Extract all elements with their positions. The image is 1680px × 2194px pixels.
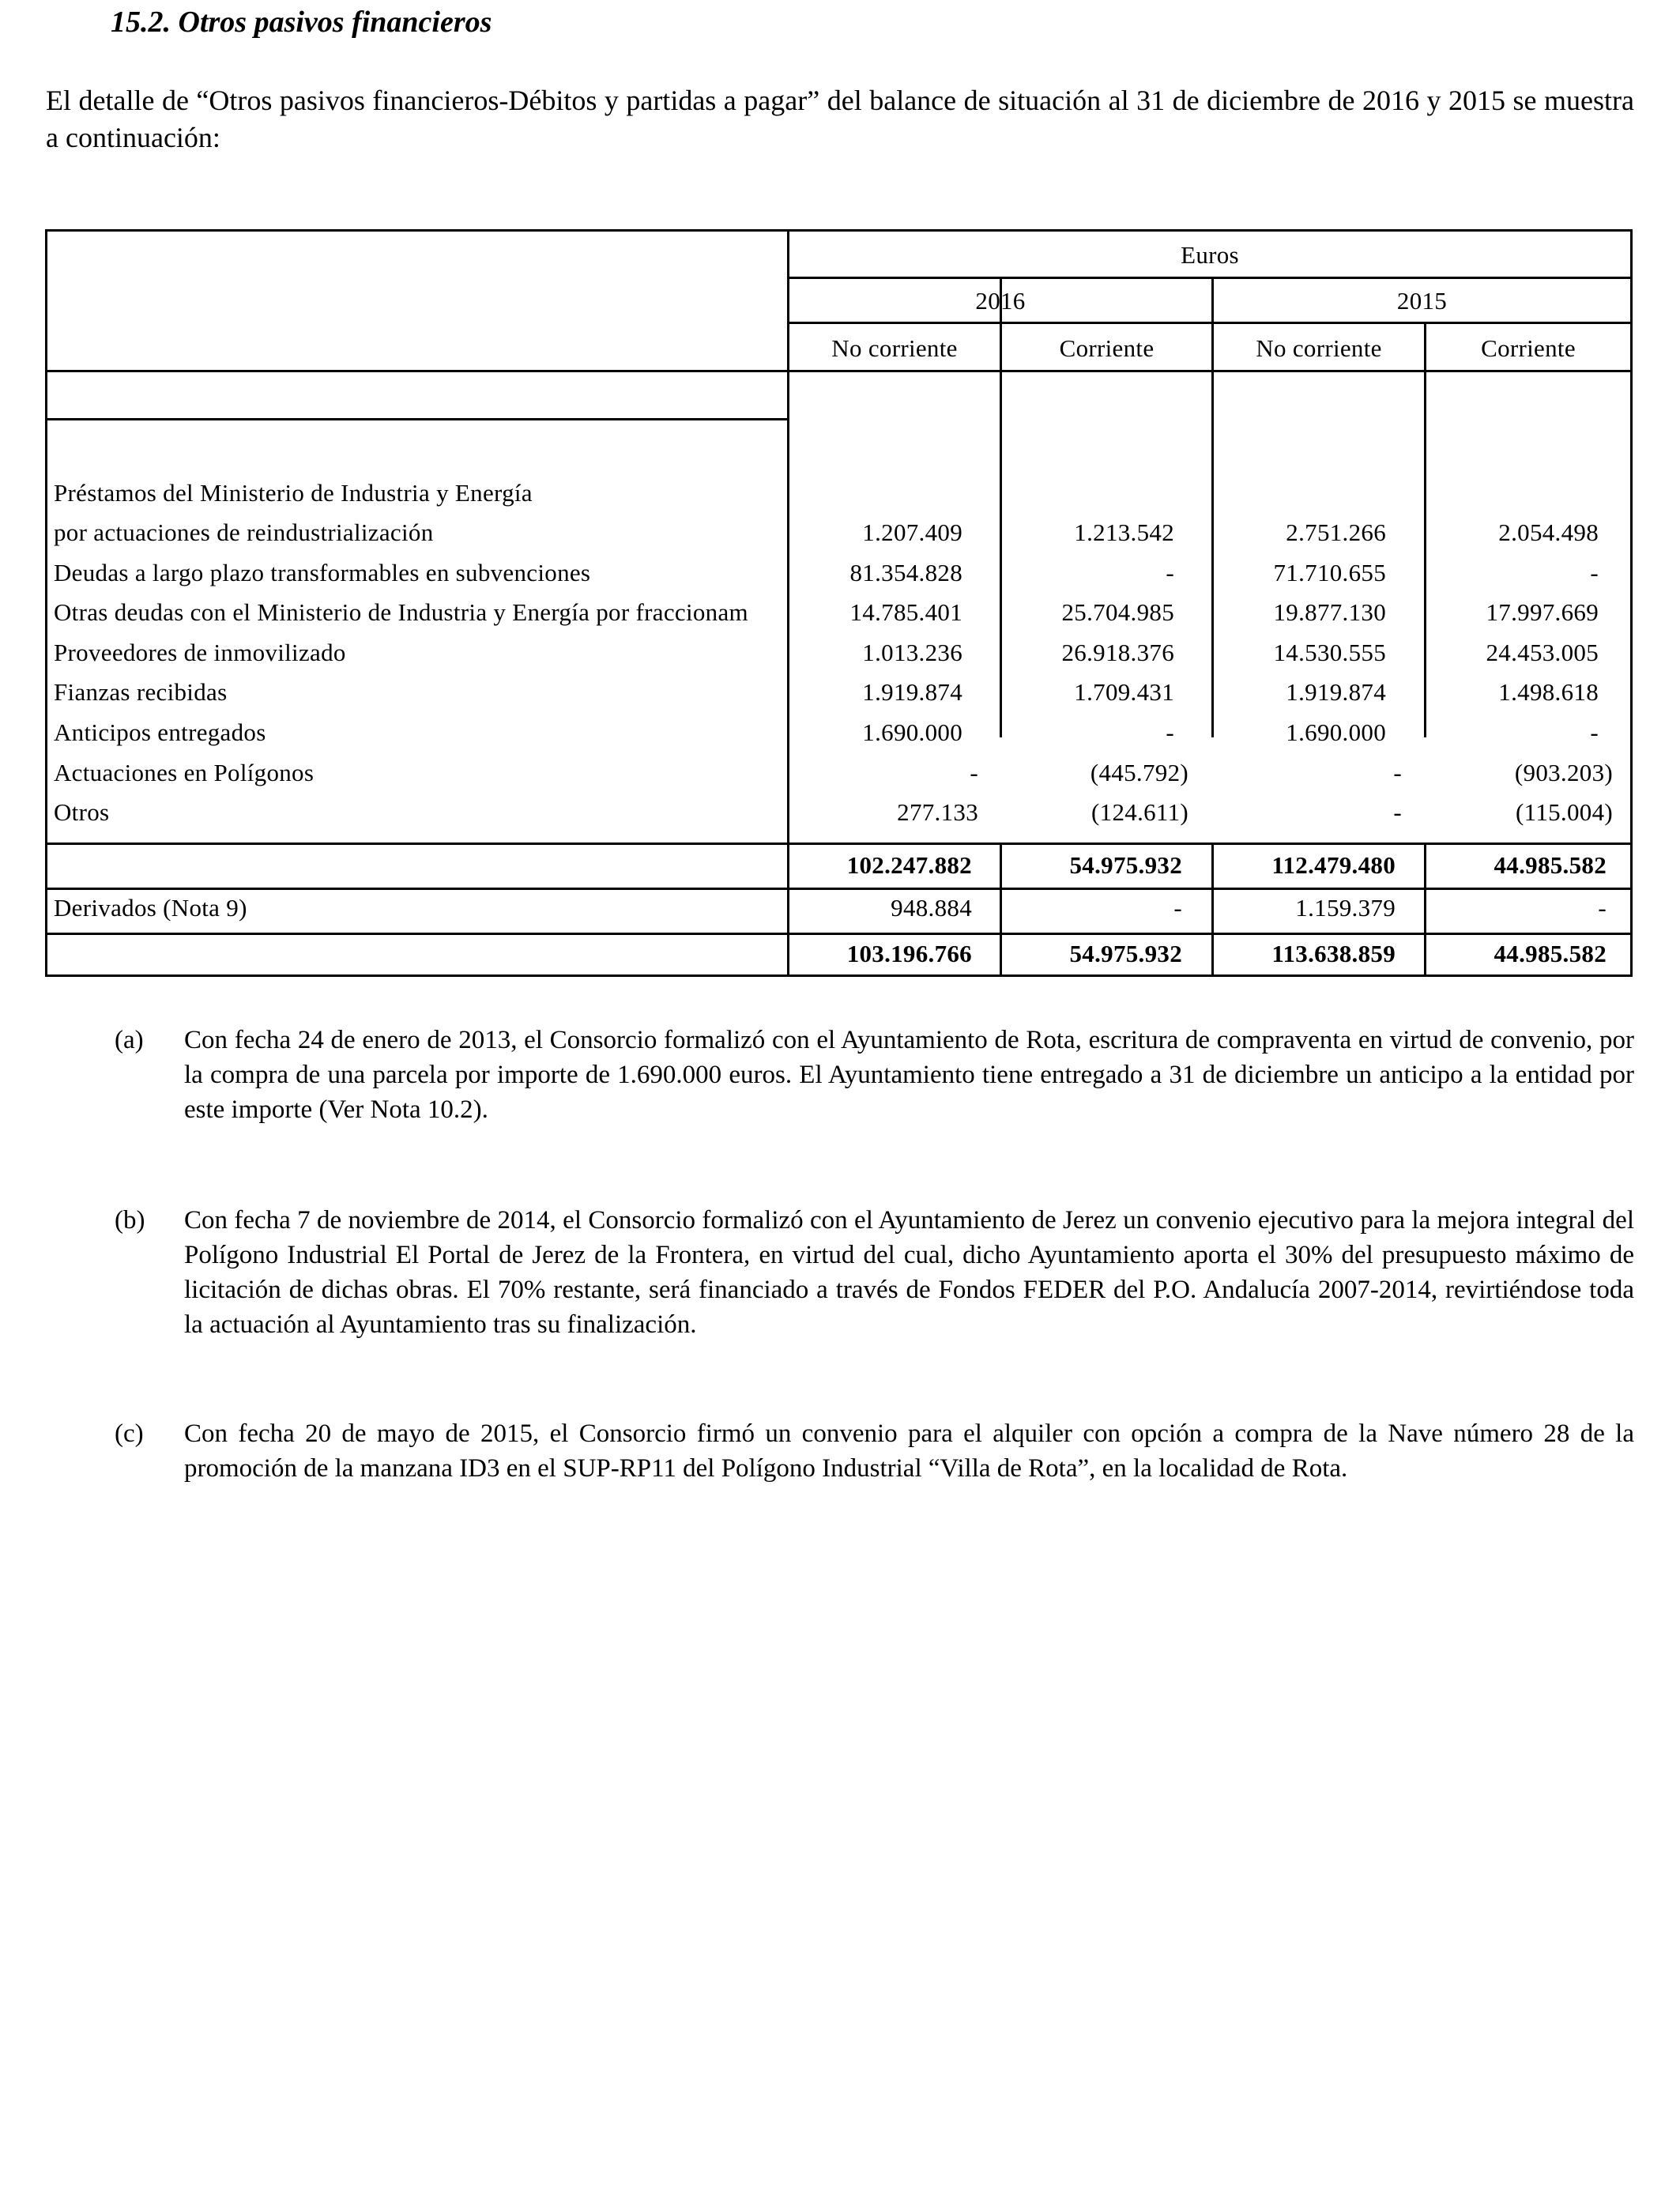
table-cell: 1.207.409	[862, 518, 962, 546]
table-cell: 19.877.130	[1273, 598, 1386, 626]
financial-liabilities-table	[45, 229, 1633, 977]
table-cell: 1.690.000	[1286, 718, 1386, 746]
table-cell: 14.530.555	[1273, 639, 1386, 666]
table-cell: 2.054.498	[1498, 518, 1599, 546]
year-header-2015: 2015	[1396, 287, 1448, 315]
table-cell: 1.709.431	[1074, 678, 1174, 706]
subtotal-cell: 44.985.582	[1494, 851, 1607, 879]
table-cell: 25.704.985	[1061, 598, 1174, 626]
table-cell: 277.133	[897, 798, 978, 826]
note-key: (c)	[115, 1419, 144, 1448]
total-cell: 103.196.766	[846, 940, 972, 967]
table-cell: -	[1173, 894, 1182, 922]
table-cell: -	[1393, 759, 1402, 786]
note-text: Con fecha 7 de noviembre de 2014, el Consorcio formalizó con el Ayuntamiento de Jerez un convenio ejecutivo para la mejora integral del Polígono Industrial El Portal de Jerez de la Frontera, en virtud del cual, dicho Ayuntamiento aporta el 30% del presupuesto máximo de licitación de dichas obras. El 70% restante, será financiado a través de Fondos FEDER del P.O. Andalucía 2007-2014, revirtiéndose toda la actuación al Ayuntamiento tras su finalización.	[184, 1206, 1634, 1339]
table-cell: 1.498.618	[1498, 678, 1599, 706]
table-cell: 948.884	[891, 894, 972, 922]
table-cell: 1.690.000	[862, 718, 962, 746]
subtotal-cell: 54.975.932	[1069, 851, 1182, 879]
row-label: Deudas a largo plazo transformables en subvenciones	[54, 559, 591, 586]
currency-header: Euros	[1181, 241, 1239, 269]
total-cell: 44.985.582	[1494, 940, 1607, 967]
group-label: Préstamos del Ministerio de Industria y Energía	[54, 479, 533, 507]
table-cell: 71.710.655	[1273, 559, 1386, 586]
note-key: (b)	[115, 1206, 145, 1235]
row-label: Actuaciones en Polígonos	[54, 759, 315, 786]
table-cell: 1.013.236	[862, 639, 962, 666]
row-label: Otras deudas con el Ministerio de Industria y Energía por fraccionam	[54, 598, 748, 626]
column-header: Corriente	[1059, 334, 1155, 362]
total-cell: 54.975.932	[1069, 940, 1182, 967]
table-cell: 1.919.874	[862, 678, 962, 706]
table-cell: 81.354.828	[849, 559, 962, 586]
table-cell: 14.785.401	[849, 598, 962, 626]
table-cell: 24.453.005	[1486, 639, 1599, 666]
table-cell: 1.159.379	[1295, 894, 1396, 922]
row-label-derivados: Derivados (Nota 9)	[54, 894, 247, 922]
row-label: por actuaciones de reindustrialización	[54, 518, 434, 546]
total-cell: 113.638.859	[1271, 940, 1396, 967]
table-cell: -	[1166, 559, 1174, 586]
subtotal-cell: 102.247.882	[846, 851, 972, 879]
row-label: Proveedores de inmovilizado	[54, 639, 346, 666]
row-divider	[47, 418, 787, 420]
column-header: No corriente	[1256, 334, 1382, 362]
row-divider	[47, 933, 1630, 935]
table-cell: (445.792)	[1090, 759, 1188, 786]
row-divider	[787, 277, 1630, 279]
row-label: Anticipos entregados	[54, 718, 266, 746]
column-header: Corriente	[1481, 334, 1576, 362]
subtotal-cell: 112.479.480	[1271, 851, 1396, 879]
note-key: (a)	[115, 1026, 144, 1054]
year-header-2016: 2016	[975, 287, 1026, 315]
table-cell: (124.611)	[1091, 798, 1188, 826]
table-cell: 17.997.669	[1486, 598, 1599, 626]
table-cell: -	[1166, 718, 1174, 746]
table-cell: -	[1590, 559, 1599, 586]
column-header: No corriente	[831, 334, 958, 362]
row-label: Otros	[54, 798, 110, 826]
intro-paragraph: El detalle de “Otros pasivos financieros-Débitos y partidas a pagar” del balance de situación al 31 de diciembre de 2016 y 2015 se muestra a continuación:	[46, 85, 1634, 153]
row-divider	[47, 888, 1630, 890]
table-cell: -	[1590, 718, 1599, 746]
note-text: Con fecha 20 de mayo de 2015, el Consorcio firmó un convenio para el alquiler con opción a compra de la Nave número 28 de la promoción de la manzana ID3 en el SUP-RP11 del Polígono Industrial “Villa de Rota”, en la localidad de Rota.	[184, 1419, 1634, 1483]
row-divider	[47, 370, 1630, 372]
table-cell: 2.751.266	[1286, 518, 1386, 546]
table-cell: 1.919.874	[1286, 678, 1386, 706]
row-divider	[47, 843, 1630, 845]
table-cell: -	[970, 759, 978, 786]
table-cell: -	[1598, 894, 1607, 922]
table-cell: 26.918.376	[1061, 639, 1174, 666]
note-text: Con fecha 24 de enero de 2013, el Consorcio formalizó con el Ayuntamiento de Rota, escritura de compraventa en virtud de convenio, por la compra de una parcela por importe de 1.690.000 euros. El Ayuntamiento tiene entregado a 31 de diciembre un anticipo a la entidad por este importe (Ver Nota 10.2).	[184, 1026, 1634, 1124]
row-divider	[787, 322, 1630, 324]
table-cell: -	[1393, 798, 1402, 826]
section-heading: 15.2. Otros pasivos financieros	[111, 6, 492, 39]
table-cell: (903.203)	[1514, 759, 1613, 786]
table-cell: 1.213.542	[1074, 518, 1174, 546]
row-label: Fianzas recibidas	[54, 678, 228, 706]
table-cell: (115.004)	[1516, 798, 1613, 826]
